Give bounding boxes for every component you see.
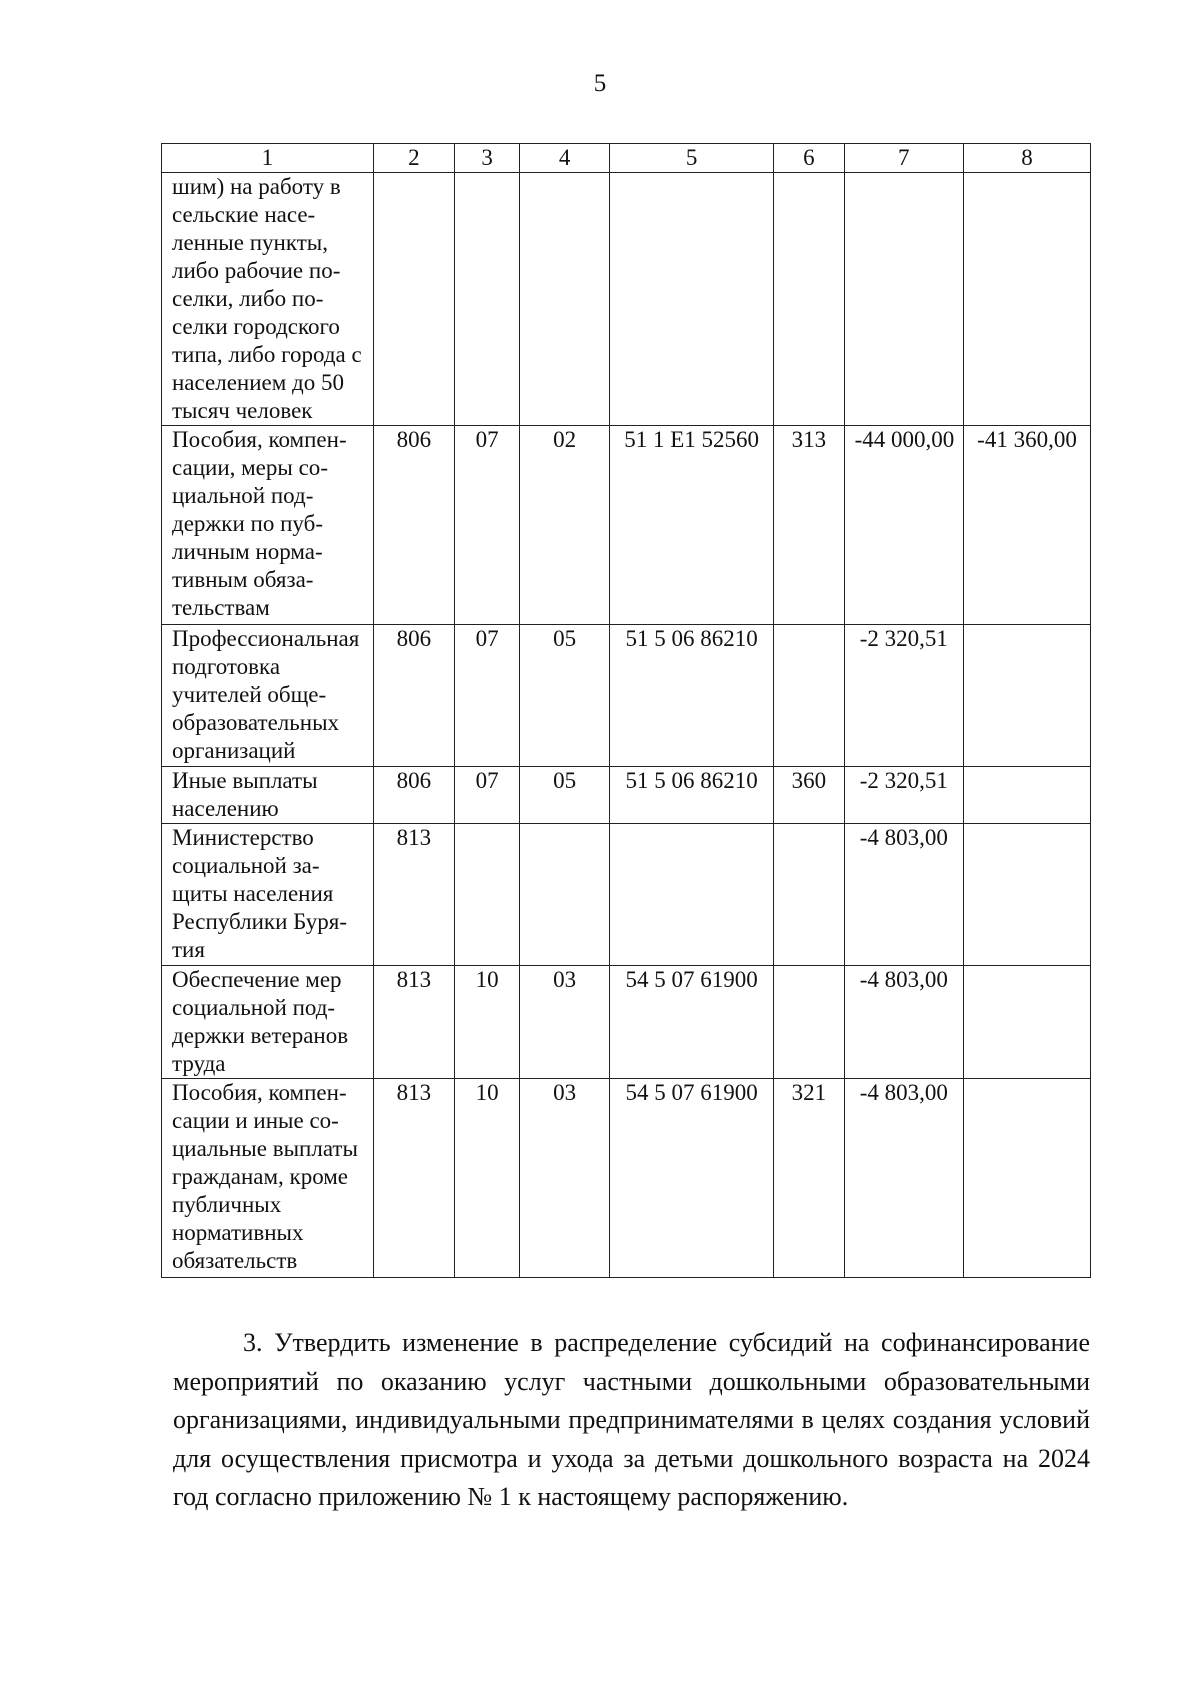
cell-section: 07 bbox=[455, 625, 520, 767]
cell-amount-2 bbox=[963, 966, 1090, 1079]
cell-amount-1: -4 803,00 bbox=[844, 966, 963, 1079]
cell-amount-1 bbox=[844, 173, 963, 426]
cell-subsection bbox=[520, 173, 610, 426]
cell-section: 10 bbox=[455, 1079, 520, 1278]
cell-amount-1: -4 803,00 bbox=[844, 1079, 963, 1278]
resolution-paragraph: 3. Утвердить изменение в распределение субсидий на софинансирование мероприятий по оказанию услуг частными дошкольными образовательными организациями, индивидуальными предпринимателями в целях создания условий для осуществления присмотра и ухода за детьми дошкольного возраста на 2024 год согласно приложению № 1 к настоящему распоряжению. bbox=[173, 1328, 1090, 1511]
cell-amount-1: -2 320,51 bbox=[844, 625, 963, 767]
cell-section bbox=[455, 824, 520, 966]
cell-amount-2 bbox=[963, 767, 1090, 824]
row-name: Министерство социальной защиты населения Республики Бурятия bbox=[162, 824, 374, 966]
page-number: 5 bbox=[593, 70, 607, 97]
column-header: 7 bbox=[844, 144, 963, 173]
cell-section: 07 bbox=[455, 767, 520, 824]
cell-target-article: 51 5 06 86210 bbox=[610, 625, 774, 767]
cell-grbs: 806 bbox=[373, 625, 454, 767]
column-header: 1 bbox=[162, 144, 374, 173]
cell-amount-2 bbox=[963, 824, 1090, 966]
row-name: Пособия, компенсации, меры социальной поддержки по публичным нормативным обязательствам bbox=[162, 426, 374, 625]
row-name: Иные выплаты населению bbox=[162, 767, 374, 824]
cell-expense-type bbox=[774, 173, 845, 426]
column-header: 3 bbox=[455, 144, 520, 173]
table-row bbox=[162, 426, 1091, 625]
cell-amount-2: -41 360,00 bbox=[963, 426, 1090, 625]
cell-section bbox=[455, 173, 520, 426]
cell-target-article bbox=[610, 824, 774, 966]
row-name: Пособия, компенсации и иные социальные выплаты гражданам, кроме публичных нормативных обязательств bbox=[162, 1079, 374, 1278]
cell-grbs: 813 bbox=[373, 1079, 454, 1278]
cell-grbs: 813 bbox=[373, 824, 454, 966]
row-name: Обеспечение мер социальной поддержки ветеранов труда bbox=[162, 966, 374, 1079]
cell-subsection bbox=[520, 824, 610, 966]
row-name: Профессиональная подготовка учителей общеобразовательных организаций bbox=[162, 625, 374, 767]
cell-amount-1: -44 000,00 bbox=[844, 426, 963, 625]
cell-target-article bbox=[610, 173, 774, 426]
row-name: шим) на работу в сельские населенные пункты, либо рабочие поселки, либо поселки городского типа, либо города с населением до 50 тысяч человек bbox=[162, 173, 374, 426]
table-row bbox=[162, 173, 1091, 426]
column-header: 4 bbox=[520, 144, 610, 173]
cell-target-article: 54 5 07 61900 bbox=[610, 1079, 774, 1278]
column-header: 8 bbox=[963, 144, 1090, 173]
cell-subsection: 03 bbox=[520, 1079, 610, 1278]
cell-expense-type bbox=[774, 966, 845, 1079]
table-row bbox=[162, 824, 1091, 966]
cell-amount-2 bbox=[963, 625, 1090, 767]
cell-subsection: 02 bbox=[520, 426, 610, 625]
column-header: 2 bbox=[373, 144, 454, 173]
table-row bbox=[162, 625, 1091, 767]
cell-grbs bbox=[373, 173, 454, 426]
cell-expense-type: 313 bbox=[774, 426, 845, 625]
cell-amount-1: -4 803,00 bbox=[844, 824, 963, 966]
table-row bbox=[162, 1079, 1091, 1278]
column-header: 6 bbox=[774, 144, 845, 173]
cell-section: 10 bbox=[455, 966, 520, 1079]
cell-target-article: 51 1 Е1 52560 bbox=[610, 426, 774, 625]
cell-section: 07 bbox=[455, 426, 520, 625]
budget-table bbox=[161, 143, 1091, 1278]
cell-amount-1: -2 320,51 bbox=[844, 767, 963, 824]
cell-grbs: 806 bbox=[373, 767, 454, 824]
cell-grbs: 806 bbox=[373, 426, 454, 625]
table-row bbox=[162, 767, 1091, 824]
table-header-row bbox=[162, 144, 1091, 173]
cell-target-article: 54 5 07 61900 bbox=[610, 966, 774, 1079]
table-row bbox=[162, 966, 1091, 1079]
cell-subsection: 03 bbox=[520, 966, 610, 1079]
cell-amount-2 bbox=[963, 1079, 1090, 1278]
column-header: 5 bbox=[610, 144, 774, 173]
cell-grbs: 813 bbox=[373, 966, 454, 1079]
cell-expense-type bbox=[774, 625, 845, 767]
cell-expense-type: 360 bbox=[774, 767, 845, 824]
cell-subsection: 05 bbox=[520, 625, 610, 767]
cell-subsection: 05 bbox=[520, 767, 610, 824]
cell-target-article: 51 5 06 86210 bbox=[610, 767, 774, 824]
cell-expense-type bbox=[774, 824, 845, 966]
cell-amount-2 bbox=[963, 173, 1090, 426]
cell-expense-type: 321 bbox=[774, 1079, 845, 1278]
